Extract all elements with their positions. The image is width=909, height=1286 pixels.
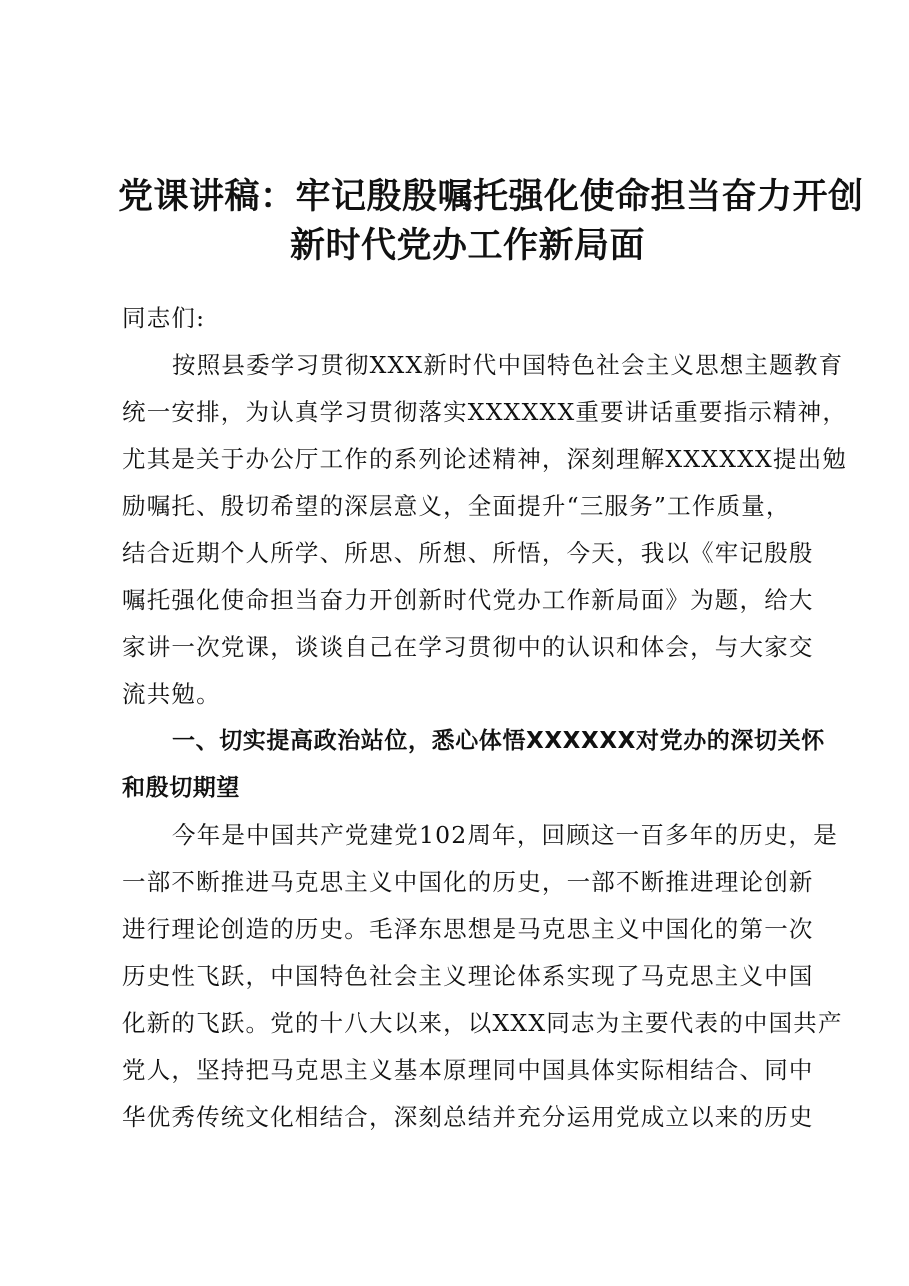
paragraph-1-line: 统一安排，为认真学习贯彻落实XXXXXX重要讲话重要指示精神， bbox=[122, 398, 848, 426]
paragraph-2-line: 化新的飞跃。党的十八大以来，以XXX同志为主要代表的中国共产 bbox=[122, 1009, 843, 1037]
paragraph-1-line: 尤其是关于办公厅工作的系列论述精神，深刻理解XXXXXX提出勉 bbox=[122, 445, 848, 473]
document-title-line-1: 党课讲稿：牢记殷殷嘱托强化使命担当奋力开创 bbox=[118, 176, 864, 217]
paragraph-2-line: 一部不断推进马克思主义中国化的历史，一部不断推进理论创新 bbox=[122, 868, 814, 896]
paragraph-1-line: 励嘱托、殷切希望的深层意义，全面提升“三服务”工作质量， bbox=[122, 492, 791, 520]
paragraph-1-line: 按照县委学习贯彻XXX新时代中国特色社会主义思想主题教育 bbox=[172, 351, 844, 379]
paragraph-2-line: 今年是中国共产党建党102周年，回顾这一百多年的历史，是 bbox=[172, 821, 838, 849]
paragraph-2-line: 历史性飞跃，中国特色社会主义理论体系实现了马克思主义中国 bbox=[122, 962, 814, 990]
paragraph-1-line: 家讲一次党课，谈谈自己在学习贯彻中的认识和体会，与大家交 bbox=[122, 633, 814, 661]
section-heading-line: 和殷切期望 bbox=[122, 775, 240, 801]
document-title-line-2: 新时代党办工作新局面 bbox=[290, 225, 646, 266]
paragraph-2-line: 华优秀传统文化相结合，深刻总结并充分运用党成立以来的历史 bbox=[122, 1103, 814, 1131]
paragraph-2-line: 进行理论创造的历史。毛泽东思想是马克思主义中国化的第一次 bbox=[122, 915, 814, 943]
paragraph-1-line: 流共勉。 bbox=[122, 680, 221, 708]
section-heading-line: 一、切实提高政治站位，悉心体悟XXXXXX对党办的深切关怀 bbox=[172, 728, 825, 754]
salutation: 同志们: bbox=[122, 304, 206, 332]
paragraph-1-line: 嘱托强化使命担当奋力开创新时代党办工作新局面》为题，给大 bbox=[122, 586, 814, 614]
paragraph-2-line: 党人，坚持把马克思主义基本原理同中国具体实际相结合、同中 bbox=[122, 1056, 814, 1084]
paragraph-1-line: 结合近期个人所学、所思、所想、所悟，今天，我以《牢记殷殷 bbox=[122, 539, 814, 567]
